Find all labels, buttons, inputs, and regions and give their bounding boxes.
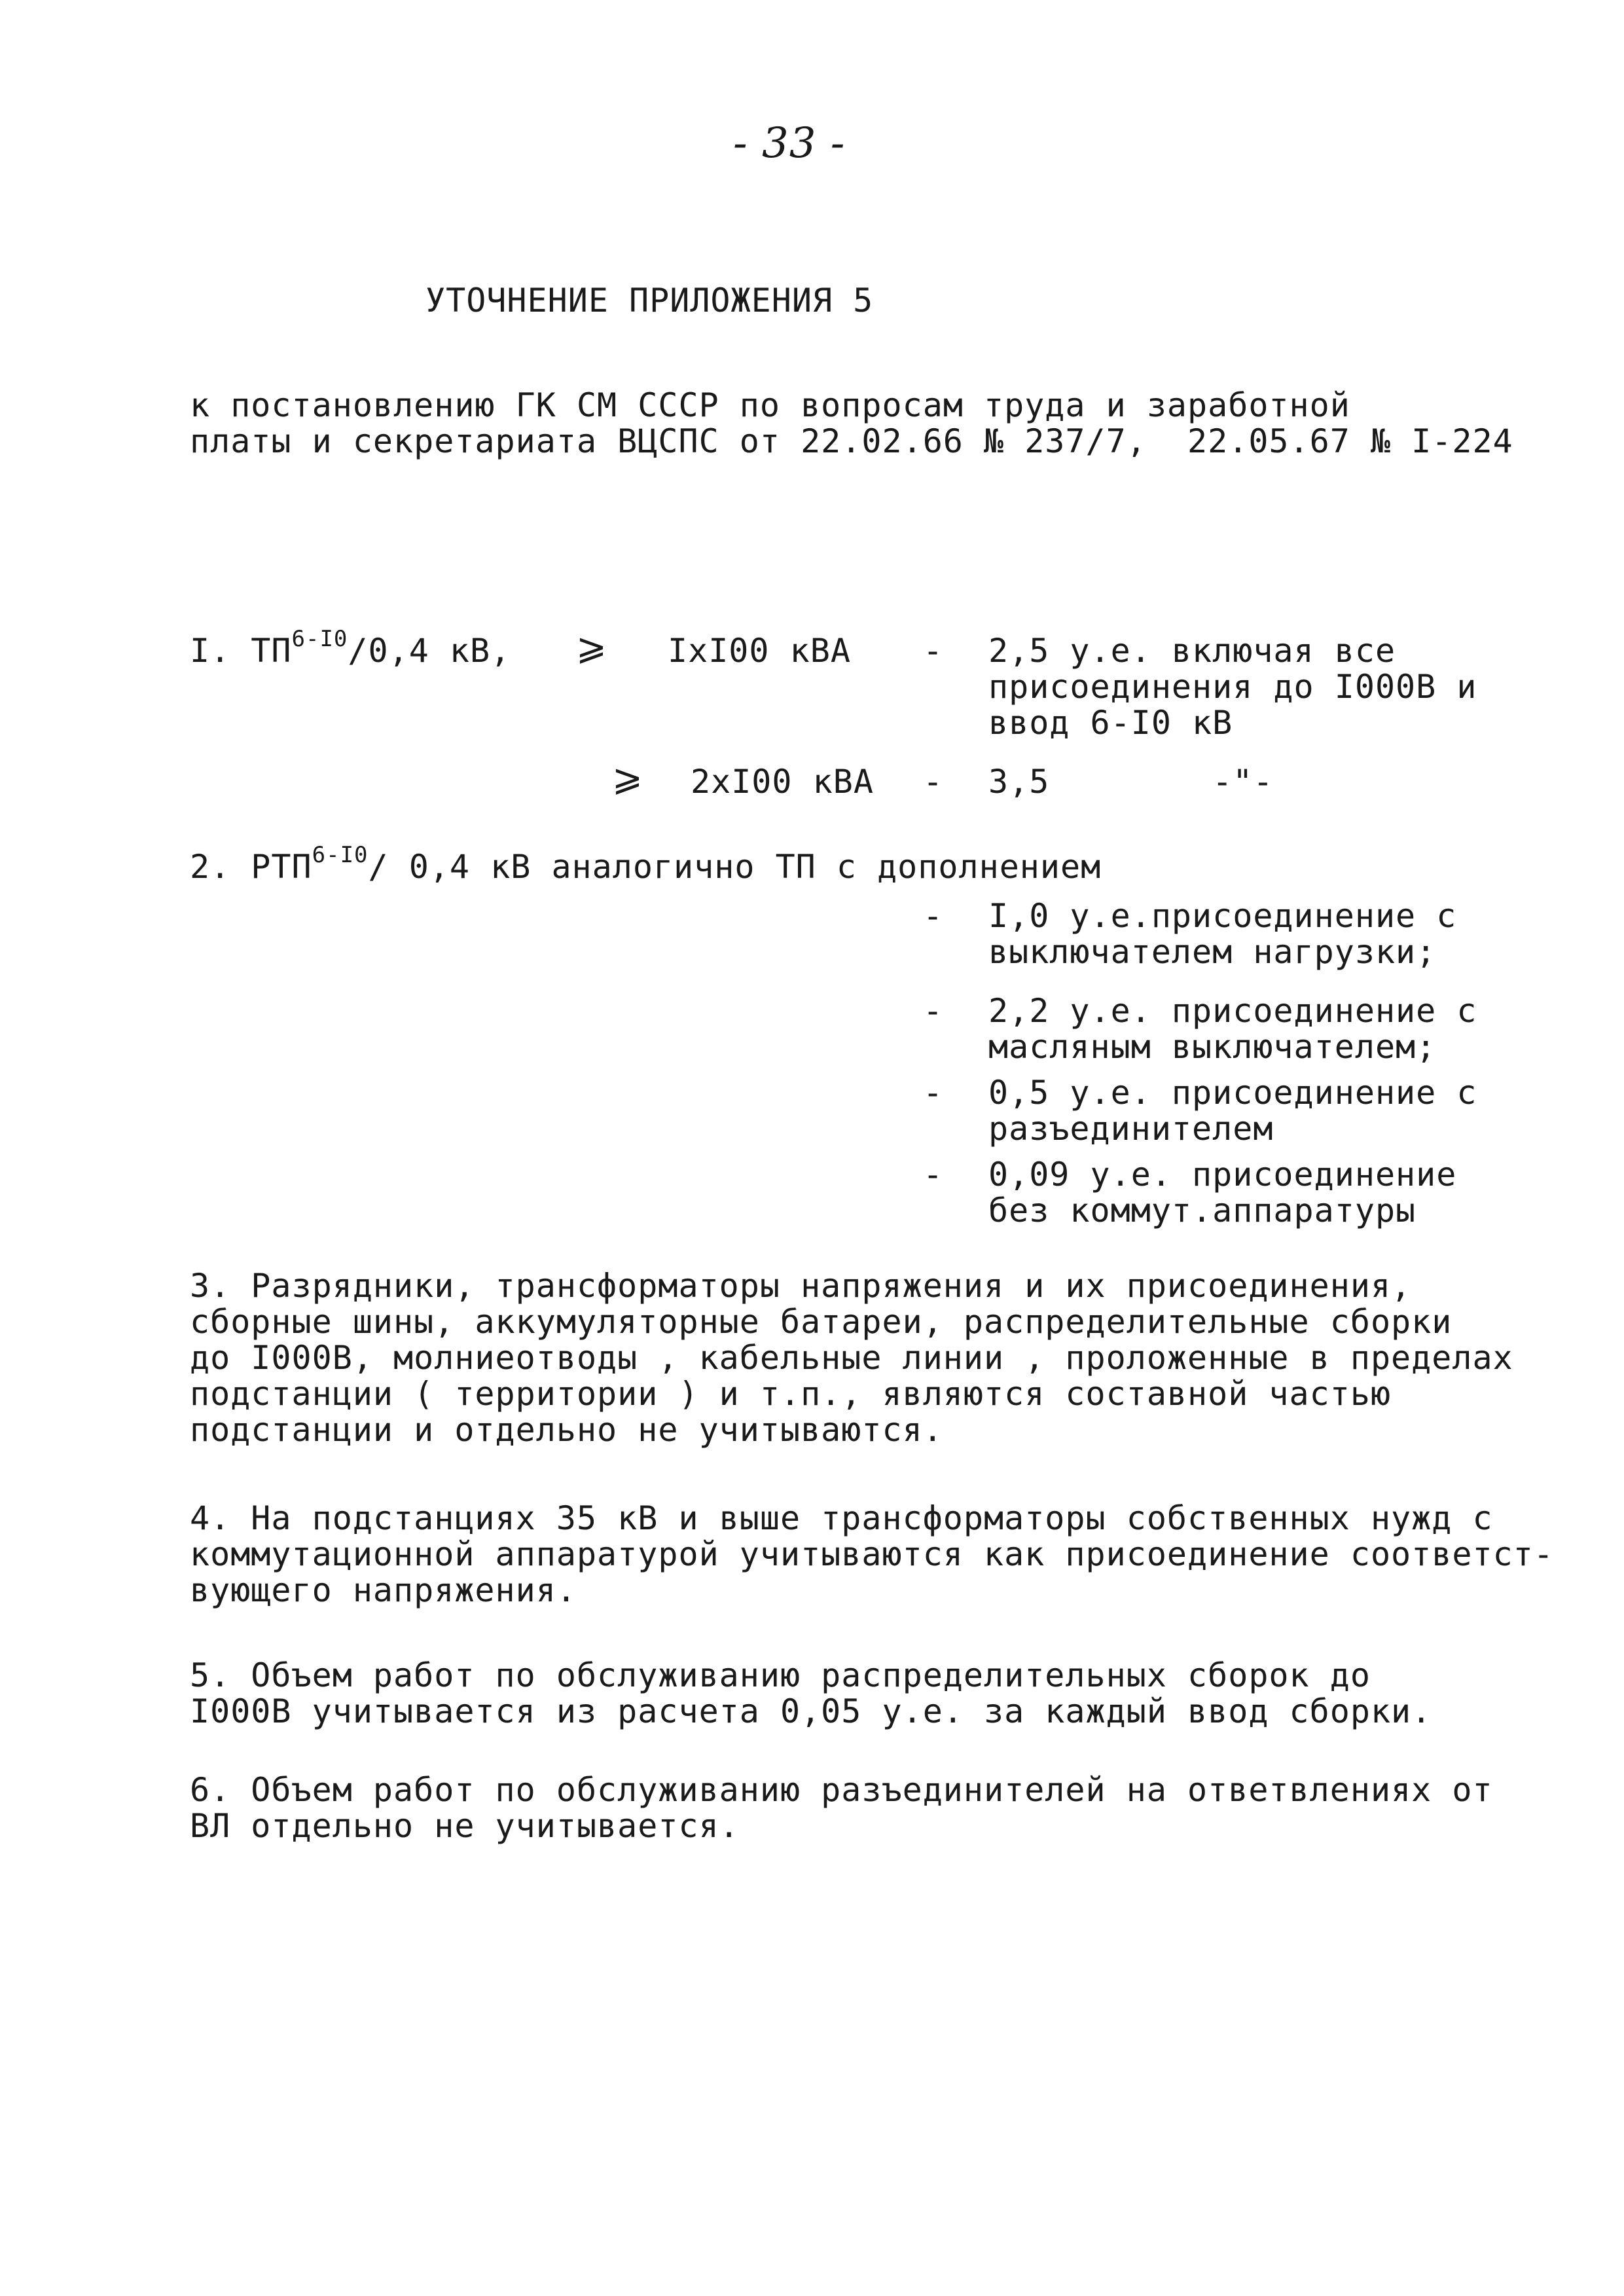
item-3-line-4: подстанции ( территории ) и т.п., являются составной частью (190, 1375, 1392, 1413)
item-5-line-2: I000В учитывается из расчета 0,05 у.е. за каждый ввод сборки. (190, 1692, 1432, 1730)
item-6-line-1: 6. Объем работ по обслуживанию разъединителей на ответвлениях от (190, 1771, 1493, 1809)
item-2-entry-4-line-1: 0,09 у.е. присоединение (988, 1156, 1457, 1194)
item-1-value-line-3: ввод 6-I0 кВ (988, 704, 1233, 742)
ge-symbol: ⩾ (576, 626, 607, 668)
item-1-capacity: IxI00 кВА (668, 632, 851, 670)
item-2-entry-3-line-2: разъединителем (988, 1110, 1274, 1148)
document-title: УТОЧНЕНИЕ ПРИЛОЖЕНИЯ 5 (425, 282, 874, 319)
dash: - (923, 632, 944, 670)
item-1-label: I. $ТП^{6-I0}/0,4$ кВ, (190, 626, 511, 670)
item-5-line-1: 5. Объем работ по обслуживанию распределительных сборок до (190, 1656, 1371, 1694)
item-2-entry-2-line-1: 2,2 у.е. присоединение с (988, 992, 1477, 1030)
item-2-entry-1-line-1: I,0 у.е.присоединение с (988, 897, 1457, 935)
item-4-line-1: 4. На подстанциях 35 кВ и выше трансформаторы собственных нужд с (190, 1499, 1493, 1537)
ge-symbol: ⩾ (612, 757, 643, 799)
item-6-line-2: ВЛ отдельно не учитывается. (190, 1807, 740, 1845)
dash: - (923, 1156, 944, 1194)
page-number: - 33 - (733, 119, 846, 168)
item-1-value-line-2: присоединения до I000В и (988, 668, 1477, 706)
dash: - (923, 897, 944, 935)
dash: - (923, 992, 944, 1030)
item-1-capacity: 2xI00 кВА (691, 763, 874, 801)
subtitle-line-1: к постановлению ГК СМ СССР по вопросам труда и заработной (190, 386, 1350, 424)
dash: - (923, 763, 944, 801)
item-4-line-2: коммутационной аппаратурой учитываются как присоединение соответст- (190, 1535, 1554, 1573)
dash: - (923, 1074, 944, 1112)
subtitle-line-2: платы и секретариата ВЦСПС от 22.02.66 № 237/7, 22.05.67 № I-224 (190, 422, 1513, 460)
item-3-line-5: подстанции и отдельно не учитываются. (190, 1411, 943, 1449)
item-1-value-line-1: 2,5 у.е. включая все (988, 632, 1396, 670)
item-2-entry-2-line-2: масляным выключателем; (988, 1028, 1437, 1066)
item-2-entry-3-line-1: 0,5 у.е. присоединение с (988, 1074, 1477, 1112)
item-2-entry-4-line-2: без коммут.аппаратуры (988, 1192, 1416, 1230)
item-2-entry-1-line-2: выключателем нагрузки; (988, 933, 1437, 971)
item-1-value-line-1: 3,5 -"- (988, 763, 1274, 801)
item-4-line-3: вующего напряжения. (190, 1571, 577, 1609)
item-2-label: 2. $РТП^{6-I0}/$ 0,4 кВ аналогично ТП с дополнением (190, 842, 1102, 886)
item-3-line-3: до I000В, молниеотводы , кабельные линии , проложенные в пределах (190, 1339, 1513, 1377)
item-3-line-1: 3. Разрядники, трансформаторы напряжения и их присоединения, (190, 1267, 1412, 1305)
item-3-line-2: сборные шины, аккумуляторные батареи, распределительные сборки (190, 1303, 1453, 1341)
